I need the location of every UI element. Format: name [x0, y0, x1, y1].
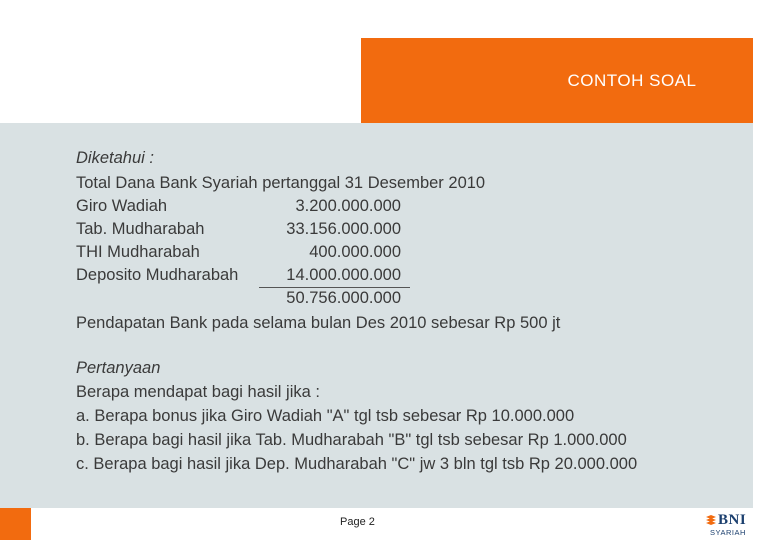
question-item: b. Berapa bagi hasil jika Tab. Mudharabah "B" tgl tsb sebesar Rp 1.000.000: [76, 431, 627, 449]
known-income: Pendapatan Bank pada selama bulan Des 2010 sebesar Rp 500 jt: [76, 314, 561, 332]
known-row-amount: 33.156.000.000: [286, 220, 401, 238]
known-row-label: Deposito Mudharabah: [76, 266, 239, 284]
known-row-amount: 14.000.000.000: [286, 266, 401, 284]
known-row-amount: 3.200.000.000: [295, 197, 401, 215]
page-title: CONTOH SOAL: [567, 71, 697, 90]
question-item: a. Berapa bonus jika Giro Wadiah "A" tgl tsb sebesar Rp 10.000.000: [76, 407, 575, 425]
footer-accent: [0, 508, 31, 540]
known-intro: Total Dana Bank Syariah pertanggal 31 Desember 2010: [76, 174, 486, 192]
bni-logo: [706, 512, 756, 538]
logo-text: BNI: [718, 512, 747, 528]
content-panel: [0, 123, 753, 508]
known-row-label: Tab. Mudharabah: [76, 220, 205, 238]
known-heading: Diketahui :: [76, 149, 154, 167]
header-banner: [361, 38, 753, 123]
questions-heading: Pertanyaan: [76, 359, 161, 377]
question-item: c. Berapa bagi hasil jika Dep. Mudharabah "C" jw 3 bln tgl tsb Rp 20.000.000: [76, 455, 638, 473]
logo-subtext: SYARIAH: [710, 528, 746, 537]
bni-mark-icon: [706, 515, 716, 525]
questions-intro: Berapa mendapat bagi hasil jika :: [76, 383, 320, 401]
known-total: 50.756.000.000: [286, 289, 401, 307]
page-number: Page 2: [340, 516, 375, 528]
known-row-label: THI Mudharabah: [76, 243, 200, 261]
known-row-label: Giro Wadiah: [76, 197, 168, 215]
known-row-amount: 400.000.000: [309, 243, 401, 261]
